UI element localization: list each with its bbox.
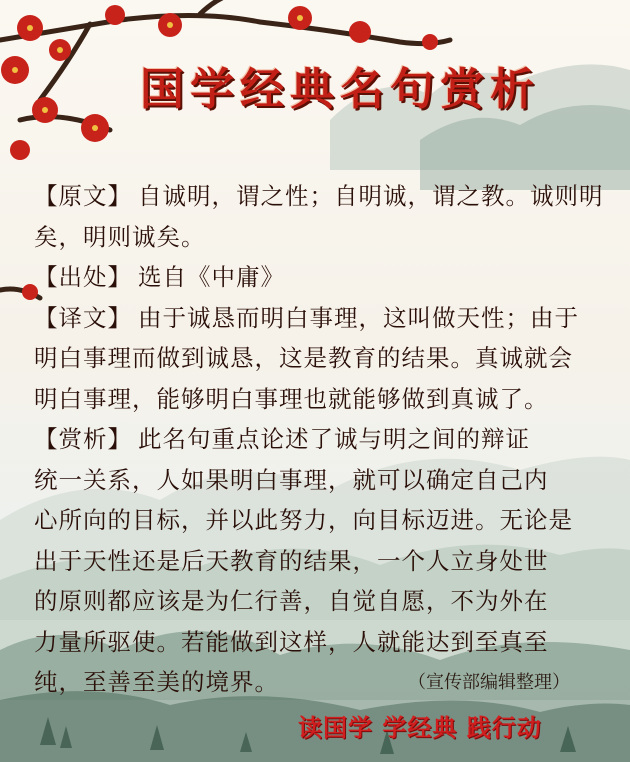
translation-tag: 【译文】 (34, 303, 132, 332)
appreciation-text-4: 出于天性还是后天教育的结果，一个人立身处世 (34, 546, 549, 575)
article-body (34, 176, 602, 703)
appreciation-text-2: 统一关系，人如果明白事理，就可以确定自己内 (34, 465, 549, 494)
appreciation-text-6: 力量所驱使。若能做到这样，人就能达到至真至 (34, 627, 549, 656)
page-title: 国学经典名句赏析 (140, 64, 540, 115)
original-text-2: 矣，明则诚矣。 (34, 222, 206, 251)
translation-line-1 (34, 298, 602, 339)
appreciation-tag: 【赏析】 (34, 425, 132, 453)
source-line (34, 257, 602, 298)
original-text-1: 自诚明，谓之性；自明诚，谓之教。诚则明 (138, 182, 604, 210)
appreciation-text-3: 心所向的目标，并以此努力，向目标迈进。无论是 (34, 506, 573, 534)
original-line-1 (34, 176, 602, 217)
source-tag: 【出处】 (34, 263, 132, 291)
translation-text-1: 由于诚恳而明白事理，这叫做天性；由于 (138, 303, 579, 332)
translation-text-2: 明白事理而做到诚恳，这是教育的结果。真诚就会 (34, 344, 573, 372)
original-tag: 【原文】 (34, 182, 132, 210)
translation-text-3: 明白事理，能够明白事理也就能够做到真诚了。 (34, 384, 549, 413)
editor-credit: （宣传部编辑整理） (408, 672, 570, 693)
appreciation-line-1 (34, 419, 602, 460)
source-text: 选自《中庸》 (138, 263, 285, 291)
slogan: 读国学 学经典 践行动 (298, 714, 542, 742)
appreciation-text-5: 的原则都应该是为仁行善，自觉自愿，不为外在 (34, 587, 549, 615)
appreciation-text-1: 此名句重点论述了诚与明之间的辩证 (138, 425, 530, 453)
appreciation-text-7: 纯，至善至美的境界。 (34, 668, 279, 696)
